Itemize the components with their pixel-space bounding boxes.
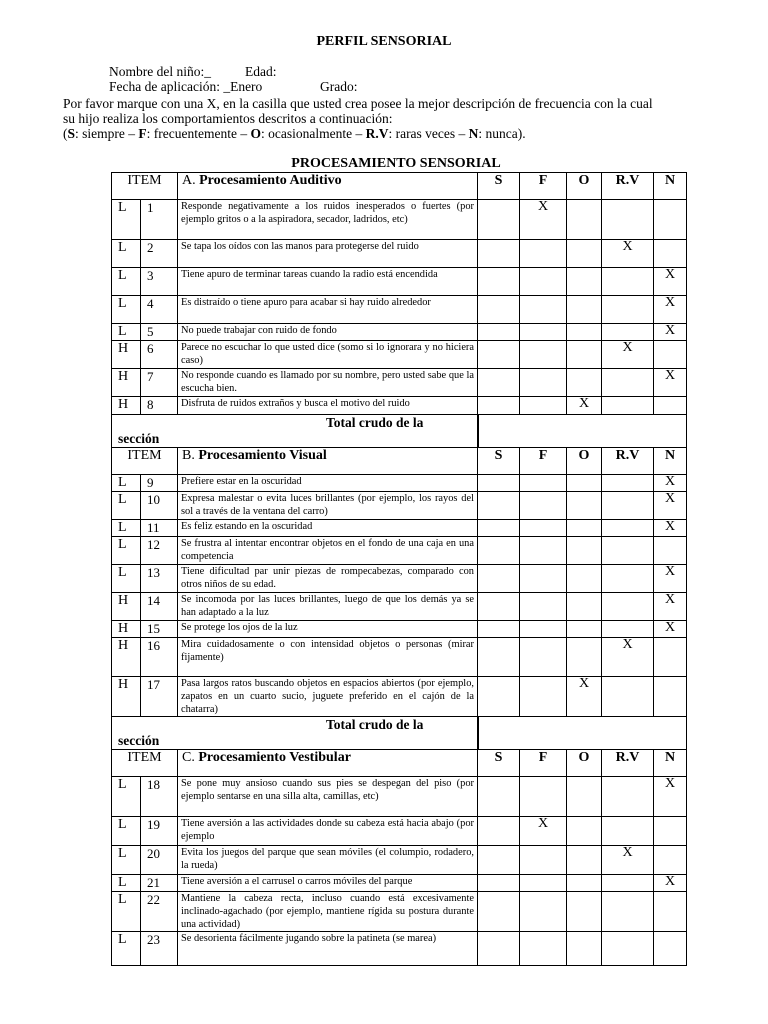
frequency-checkbox-cell[interactable] bbox=[567, 638, 602, 677]
item-number: 18 bbox=[141, 777, 178, 817]
item-description: Tiene aversión a el carrusel o carros móviles del parque bbox=[178, 875, 478, 892]
frequency-checkbox-cell[interactable] bbox=[520, 324, 567, 341]
frequency-checkbox-cell[interactable] bbox=[567, 892, 602, 932]
frequency-checkbox-cell[interactable] bbox=[602, 817, 654, 846]
total-label-part2: sección bbox=[118, 431, 160, 446]
frequency-checkbox-cell[interactable] bbox=[520, 475, 567, 492]
item-code: L bbox=[112, 475, 141, 492]
item-description: Responde negativamente a los ruidos inesperados o fuertes (por ejemplo gritos o a la aspiradora, secador, ladridos, etc) bbox=[178, 200, 478, 240]
frequency-checkbox-cell[interactable] bbox=[520, 296, 567, 324]
instructions bbox=[63, 96, 703, 141]
frequency-checkbox-cell[interactable] bbox=[654, 892, 687, 932]
x-mark: X bbox=[664, 267, 676, 282]
frequency-checkbox-cell[interactable] bbox=[478, 593, 520, 621]
frequency-checkbox-cell[interactable] bbox=[602, 475, 654, 492]
frequency-checkbox-cell[interactable] bbox=[602, 240, 654, 268]
item-number: 4 bbox=[141, 296, 178, 324]
frequency-column-header: S bbox=[478, 448, 520, 475]
frequency-checkbox-cell[interactable] bbox=[602, 296, 654, 324]
frequency-column-header: F bbox=[520, 173, 567, 200]
x-mark: X bbox=[622, 239, 633, 254]
frequency-checkbox-cell[interactable] bbox=[602, 520, 654, 537]
item-description: Parece no escuchar lo que usted dice (somo si lo ignorara y no hiciera caso) bbox=[178, 341, 478, 369]
frequency-checkbox-cell[interactable] bbox=[478, 817, 520, 846]
frequency-checkbox-cell[interactable] bbox=[567, 932, 602, 966]
total-label-part1: Total crudo de la bbox=[326, 415, 424, 430]
frequency-checkbox-cell[interactable] bbox=[520, 817, 567, 846]
frequency-checkbox-cell[interactable] bbox=[520, 565, 567, 593]
legend-key: N bbox=[468, 126, 479, 141]
frequency-checkbox-cell[interactable] bbox=[654, 777, 687, 817]
legend-text: : raras veces – bbox=[388, 126, 469, 141]
item-number: 6 bbox=[141, 341, 178, 369]
section-title bbox=[178, 448, 478, 475]
frequency-checkbox-cell[interactable] bbox=[602, 200, 654, 240]
table-row bbox=[112, 200, 687, 240]
frequency-checkbox-cell[interactable] bbox=[654, 240, 687, 268]
frequency-checkbox-cell[interactable] bbox=[478, 565, 520, 593]
section-letter: A. bbox=[182, 173, 196, 188]
frequency-checkbox-cell[interactable] bbox=[602, 892, 654, 932]
frequency-checkbox-cell[interactable] bbox=[567, 677, 602, 717]
frequency-checkbox-cell[interactable] bbox=[567, 200, 602, 240]
frequency-checkbox-cell[interactable] bbox=[654, 817, 687, 846]
x-mark: X bbox=[578, 396, 590, 411]
frequency-checkbox-cell[interactable] bbox=[654, 537, 687, 565]
section-title bbox=[178, 173, 478, 200]
item-description: Se incomoda por las luces brillantes, luego de que los demás ya se han adaptado a la luz bbox=[178, 593, 478, 621]
item-number: 3 bbox=[141, 268, 178, 296]
item-number: 23 bbox=[141, 932, 178, 966]
legend-key: R.V bbox=[365, 126, 389, 141]
frequency-checkbox-cell[interactable] bbox=[602, 369, 654, 397]
frequency-checkbox-cell[interactable] bbox=[602, 593, 654, 621]
section-total-value-cell[interactable] bbox=[478, 717, 687, 750]
frequency-checkbox-cell[interactable] bbox=[520, 677, 567, 717]
item-number: 10 bbox=[141, 492, 178, 520]
item-code: L bbox=[112, 240, 141, 268]
frequency-checkbox-cell[interactable] bbox=[478, 341, 520, 369]
table-row bbox=[112, 593, 687, 621]
item-code: L bbox=[112, 296, 141, 324]
item-code: L bbox=[112, 565, 141, 593]
item-column-header: ITEM bbox=[112, 448, 178, 475]
item-number: 13 bbox=[141, 565, 178, 593]
item-description: Prefiere estar en la oscuridad bbox=[178, 475, 478, 492]
item-description: Tiene aversión a las actividades donde su cabeza está hacia abajo (por ejemplo bbox=[178, 817, 478, 846]
frequency-checkbox-cell[interactable] bbox=[602, 777, 654, 817]
frequency-checkbox-cell[interactable] bbox=[567, 475, 602, 492]
frequency-checkbox-cell[interactable] bbox=[520, 240, 567, 268]
item-code: L bbox=[112, 777, 141, 817]
item-description: Pasa largos ratos buscando objetos en espacios abiertos (por ejemplo, zapatos en un cuarto sucio, juguete preferido en el cajón de la chatarra) bbox=[178, 677, 478, 717]
item-number: 20 bbox=[141, 846, 178, 875]
frequency-checkbox-cell[interactable] bbox=[654, 296, 687, 324]
frequency-checkbox-cell[interactable] bbox=[478, 475, 520, 492]
frequency-checkbox-cell[interactable] bbox=[567, 537, 602, 565]
frequency-checkbox-cell[interactable] bbox=[654, 341, 687, 369]
item-code: L bbox=[112, 817, 141, 846]
item-description: Tiene apuro de terminar tareas cuando la radio está encendida bbox=[178, 268, 478, 296]
table-row bbox=[112, 892, 687, 932]
frequency-checkbox-cell[interactable] bbox=[478, 846, 520, 875]
frequency-checkbox-cell[interactable] bbox=[567, 324, 602, 341]
grade-label: Grado: bbox=[320, 79, 358, 94]
item-description: Disfruta de ruidos extraños y busca el motivo del ruido bbox=[178, 397, 478, 415]
item-description: Mira cuidadosamente o con intensidad objetos o personas (mirar fijamente) bbox=[178, 638, 478, 677]
frequency-checkbox-cell[interactable] bbox=[602, 268, 654, 296]
item-code: L bbox=[112, 875, 141, 892]
section-name: Procesamiento Visual bbox=[198, 448, 327, 463]
item-number: 11 bbox=[141, 520, 178, 537]
frequency-checkbox-cell[interactable] bbox=[478, 240, 520, 268]
x-mark: X bbox=[664, 519, 676, 534]
item-code: H bbox=[112, 593, 141, 621]
item-column-header: ITEM bbox=[112, 173, 178, 200]
item-number: 8 bbox=[141, 397, 178, 415]
table-row bbox=[112, 565, 687, 593]
frequency-checkbox-cell[interactable] bbox=[602, 341, 654, 369]
frequency-checkbox-cell[interactable] bbox=[567, 492, 602, 520]
x-mark: X bbox=[622, 845, 633, 860]
frequency-checkbox-cell[interactable] bbox=[478, 638, 520, 677]
frequency-column-header: N bbox=[654, 448, 687, 475]
section-total-row bbox=[112, 415, 687, 448]
item-description: Se frustra al intentar encontrar objetos en el fondo de una caja en una competencia bbox=[178, 537, 478, 565]
frequency-checkbox-cell[interactable] bbox=[654, 324, 687, 341]
x-mark: X bbox=[664, 564, 676, 579]
frequency-checkbox-cell[interactable] bbox=[567, 240, 602, 268]
item-number: 1 bbox=[141, 200, 178, 240]
frequency-checkbox-cell[interactable] bbox=[567, 777, 602, 817]
x-mark: X bbox=[664, 592, 676, 607]
frequency-column-header: S bbox=[478, 750, 520, 777]
frequency-checkbox-cell[interactable] bbox=[478, 932, 520, 966]
frequency-checkbox-cell[interactable] bbox=[567, 520, 602, 537]
frequency-checkbox-cell[interactable] bbox=[520, 638, 567, 677]
legend-key: S bbox=[67, 126, 76, 141]
frequency-checkbox-cell[interactable] bbox=[520, 397, 567, 415]
section-name: Procesamiento Auditivo bbox=[199, 173, 342, 188]
section-total-label bbox=[112, 415, 478, 448]
frequency-checkbox-cell[interactable] bbox=[520, 892, 567, 932]
frequency-checkbox-cell[interactable] bbox=[602, 324, 654, 341]
table-row bbox=[112, 932, 687, 966]
frequency-checkbox-cell[interactable] bbox=[567, 846, 602, 875]
item-code: L bbox=[112, 492, 141, 520]
frequency-checkbox-cell[interactable] bbox=[654, 932, 687, 966]
frequency-checkbox-cell[interactable] bbox=[478, 892, 520, 932]
frequency-checkbox-cell[interactable] bbox=[520, 369, 567, 397]
item-code: L bbox=[112, 846, 141, 875]
frequency-checkbox-cell[interactable] bbox=[567, 621, 602, 638]
frequency-checkbox-cell[interactable] bbox=[654, 397, 687, 415]
item-code: L bbox=[112, 892, 141, 932]
frequency-checkbox-cell[interactable] bbox=[478, 492, 520, 520]
frequency-checkbox-cell[interactable] bbox=[520, 520, 567, 537]
section-header-row bbox=[112, 750, 687, 777]
frequency-checkbox-cell[interactable] bbox=[478, 520, 520, 537]
table-row bbox=[112, 240, 687, 268]
frequency-checkbox-cell[interactable] bbox=[602, 846, 654, 875]
frequency-checkbox-cell[interactable] bbox=[520, 621, 567, 638]
x-mark: X bbox=[622, 637, 633, 652]
frequency-checkbox-cell[interactable] bbox=[567, 593, 602, 621]
section-total-row bbox=[112, 717, 687, 750]
table-row bbox=[112, 268, 687, 296]
frequency-checkbox-cell[interactable] bbox=[478, 537, 520, 565]
item-description: Tiene dificultad par unir piezas de rompecabezas, comparado con otros niños de su edad. bbox=[178, 565, 478, 593]
x-mark: X bbox=[664, 368, 676, 383]
table-row bbox=[112, 397, 687, 415]
frequency-checkbox-cell[interactable] bbox=[654, 875, 687, 892]
frequency-column-header: N bbox=[654, 750, 687, 777]
item-code: L bbox=[112, 520, 141, 537]
legend-text: : nunca). bbox=[478, 126, 526, 141]
frequency-checkbox-cell[interactable] bbox=[520, 341, 567, 369]
x-mark: X bbox=[664, 776, 676, 791]
total-label-part1: Total crudo de la bbox=[326, 717, 424, 732]
instructions-line-1: Por favor marque con una X, en la casilla que usted crea posee la mejor descripción de frecuencia con la cual bbox=[63, 96, 653, 111]
table-row bbox=[112, 638, 687, 677]
item-number: 9 bbox=[141, 475, 178, 492]
frequency-checkbox-cell[interactable] bbox=[567, 369, 602, 397]
age-label: Edad: bbox=[245, 64, 277, 79]
item-description: Se desorienta fácilmente jugando sobre la patineta (se marea) bbox=[178, 932, 478, 966]
item-description: Evita los juegos del parque que sean móviles (el columpio, rodadero, la rueda) bbox=[178, 846, 478, 875]
frequency-checkbox-cell[interactable] bbox=[567, 817, 602, 846]
application-date-label: Fecha de aplicación: _Enero bbox=[109, 79, 263, 94]
frequency-checkbox-cell[interactable] bbox=[567, 341, 602, 369]
frequency-legend: (S: siempre – F: frecuentemente – O: ocasionalmente – R.V: raras veces – N: nunca). bbox=[63, 126, 526, 141]
legend-text: : siempre – bbox=[75, 126, 139, 141]
frequency-checkbox-cell[interactable] bbox=[478, 369, 520, 397]
x-mark: X bbox=[537, 199, 549, 214]
section-total-value-cell[interactable] bbox=[478, 415, 687, 448]
frequency-checkbox-cell[interactable] bbox=[602, 621, 654, 638]
frequency-column-header: O bbox=[567, 750, 602, 777]
frequency-checkbox-cell[interactable] bbox=[478, 777, 520, 817]
frequency-checkbox-cell[interactable] bbox=[478, 875, 520, 892]
frequency-checkbox-cell[interactable] bbox=[478, 397, 520, 415]
x-mark: X bbox=[664, 620, 676, 635]
item-column-header: ITEM bbox=[112, 750, 178, 777]
item-code: L bbox=[112, 268, 141, 296]
frequency-checkbox-cell[interactable] bbox=[567, 875, 602, 892]
frequency-checkbox-cell[interactable] bbox=[602, 875, 654, 892]
section-total-label bbox=[112, 717, 478, 750]
frequency-column-header: N bbox=[654, 173, 687, 200]
frequency-checkbox-cell[interactable] bbox=[654, 200, 687, 240]
frequency-checkbox-cell[interactable] bbox=[654, 369, 687, 397]
frequency-checkbox-cell[interactable] bbox=[520, 932, 567, 966]
frequency-checkbox-cell[interactable] bbox=[520, 268, 567, 296]
document-title: PERFIL SENSORIAL bbox=[316, 34, 452, 49]
item-code: H bbox=[112, 369, 141, 397]
table-row bbox=[112, 777, 687, 817]
frequency-checkbox-cell[interactable] bbox=[520, 492, 567, 520]
item-number: 14 bbox=[141, 593, 178, 621]
legend-key: O bbox=[250, 126, 261, 141]
frequency-column-header: R.V bbox=[602, 173, 654, 200]
table-row bbox=[112, 341, 687, 369]
item-code: H bbox=[112, 677, 141, 717]
item-code: L bbox=[112, 932, 141, 966]
frequency-checkbox-cell[interactable] bbox=[654, 520, 687, 537]
frequency-column-header: O bbox=[567, 173, 602, 200]
frequency-checkbox-cell[interactable] bbox=[478, 621, 520, 638]
legend-key: F bbox=[138, 126, 147, 141]
frequency-checkbox-cell[interactable] bbox=[478, 200, 520, 240]
item-code: H bbox=[112, 621, 141, 638]
item-description: Es feliz estando en la oscuridad bbox=[178, 520, 478, 537]
item-code: L bbox=[112, 537, 141, 565]
item-number: 12 bbox=[141, 537, 178, 565]
table-row bbox=[112, 621, 687, 638]
item-description: Mantiene la cabeza recta, incluso cuando está excesivamente inclinado-agachado (por ejemplo, mantiene rígida su postura durante una actividad) bbox=[178, 892, 478, 932]
frequency-column-header: F bbox=[520, 448, 567, 475]
frequency-checkbox-cell[interactable] bbox=[520, 593, 567, 621]
x-mark: X bbox=[578, 676, 590, 691]
table-row bbox=[112, 875, 687, 892]
item-number: 17 bbox=[141, 677, 178, 717]
item-description: Expresa malestar o evita luces brillantes (por ejemplo, los rayos del sol a través de la ventana del carro) bbox=[178, 492, 478, 520]
frequency-checkbox-cell[interactable] bbox=[602, 492, 654, 520]
item-number: 21 bbox=[141, 875, 178, 892]
x-mark: X bbox=[664, 474, 676, 489]
section-name: Procesamiento Vestibular bbox=[198, 750, 351, 765]
total-label-part2: sección bbox=[118, 733, 160, 748]
frequency-checkbox-cell[interactable] bbox=[602, 638, 654, 677]
legend-text: : frecuentemente – bbox=[146, 126, 251, 141]
frequency-checkbox-cell[interactable] bbox=[478, 268, 520, 296]
item-number: 22 bbox=[141, 892, 178, 932]
frequency-checkbox-cell[interactable] bbox=[654, 593, 687, 621]
table-row bbox=[112, 817, 687, 846]
frequency-checkbox-cell[interactable] bbox=[654, 846, 687, 875]
section-title bbox=[178, 750, 478, 777]
item-description: Se pone muy ansioso cuando sus pies se despegan del piso (por ejemplo sentarse en una silla alta, camillas, etc) bbox=[178, 777, 478, 817]
x-mark: X bbox=[622, 340, 633, 355]
item-code: L bbox=[112, 324, 141, 341]
frequency-column-header: O bbox=[567, 448, 602, 475]
x-mark: X bbox=[537, 816, 549, 831]
table-row bbox=[112, 475, 687, 492]
section-heading: PROCESAMIENTO SENSORIAL bbox=[291, 156, 501, 171]
frequency-checkbox-cell[interactable] bbox=[602, 677, 654, 717]
item-number: 5 bbox=[141, 324, 178, 341]
frequency-checkbox-cell[interactable] bbox=[478, 324, 520, 341]
item-code: H bbox=[112, 397, 141, 415]
section-header-row bbox=[112, 448, 687, 475]
frequency-checkbox-cell[interactable] bbox=[654, 565, 687, 593]
item-description: Se tapa los oídos con las manos para protegerse del ruido bbox=[178, 240, 478, 268]
x-mark: X bbox=[664, 874, 676, 889]
table-row bbox=[112, 537, 687, 565]
frequency-checkbox-cell[interactable] bbox=[478, 677, 520, 717]
x-mark: X bbox=[664, 295, 676, 310]
frequency-column-header: S bbox=[478, 173, 520, 200]
frequency-checkbox-cell[interactable] bbox=[520, 537, 567, 565]
table-row bbox=[112, 324, 687, 341]
item-description: No puede trabajar con ruido de fondo bbox=[178, 324, 478, 341]
table-row bbox=[112, 846, 687, 875]
item-number: 19 bbox=[141, 817, 178, 846]
section-letter: B. bbox=[182, 448, 195, 463]
frequency-checkbox-cell[interactable] bbox=[567, 296, 602, 324]
section-header-row bbox=[112, 173, 687, 200]
frequency-checkbox-cell[interactable] bbox=[520, 200, 567, 240]
item-code: H bbox=[112, 638, 141, 677]
instructions-line-2: su hijo realiza los comportamientos descritos a continuación: bbox=[63, 111, 393, 126]
frequency-checkbox-cell[interactable] bbox=[654, 268, 687, 296]
table-row bbox=[112, 677, 687, 717]
frequency-checkbox-cell[interactable] bbox=[602, 932, 654, 966]
table-row bbox=[112, 369, 687, 397]
frequency-column-header: R.V bbox=[602, 448, 654, 475]
frequency-checkbox-cell[interactable] bbox=[567, 397, 602, 415]
item-description: Es distraído o tiene apuro para acabar si hay ruido alrededor bbox=[178, 296, 478, 324]
frequency-checkbox-cell[interactable] bbox=[567, 565, 602, 593]
table-row bbox=[112, 520, 687, 537]
item-code: H bbox=[112, 341, 141, 369]
table-row bbox=[112, 492, 687, 520]
frequency-checkbox-cell[interactable] bbox=[520, 777, 567, 817]
frequency-checkbox-cell[interactable] bbox=[654, 677, 687, 717]
legend-text: : ocasionalmente – bbox=[260, 126, 366, 141]
x-mark: X bbox=[664, 491, 676, 506]
frequency-checkbox-cell[interactable] bbox=[654, 475, 687, 492]
item-description: Se protege los ojos de la luz bbox=[178, 621, 478, 638]
section-letter: C. bbox=[182, 750, 195, 765]
frequency-checkbox-cell[interactable] bbox=[520, 875, 567, 892]
frequency-checkbox-cell[interactable] bbox=[478, 296, 520, 324]
frequency-column-header: R.V bbox=[602, 750, 654, 777]
frequency-checkbox-cell[interactable] bbox=[602, 397, 654, 415]
item-number: 16 bbox=[141, 638, 178, 677]
frequency-checkbox-cell[interactable] bbox=[602, 565, 654, 593]
item-number: 7 bbox=[141, 369, 178, 397]
item-description: No responde cuando es llamado por su nombre, pero usted sabe que la escucha bien. bbox=[178, 369, 478, 397]
frequency-checkbox-cell[interactable] bbox=[567, 268, 602, 296]
frequency-checkbox-cell[interactable] bbox=[654, 492, 687, 520]
item-code: L bbox=[112, 200, 141, 240]
table-row bbox=[112, 296, 687, 324]
item-number: 2 bbox=[141, 240, 178, 268]
frequency-checkbox-cell[interactable] bbox=[520, 846, 567, 875]
x-mark: X bbox=[664, 323, 676, 338]
item-number: 15 bbox=[141, 621, 178, 638]
frequency-checkbox-cell[interactable] bbox=[654, 621, 687, 638]
table-body bbox=[112, 173, 687, 966]
frequency-column-header: F bbox=[520, 750, 567, 777]
frequency-checkbox-cell[interactable] bbox=[602, 537, 654, 565]
child-name-label: Nombre del niño:_ bbox=[109, 64, 211, 79]
frequency-checkbox-cell[interactable] bbox=[654, 638, 687, 677]
sensory-profile-table bbox=[111, 172, 687, 966]
